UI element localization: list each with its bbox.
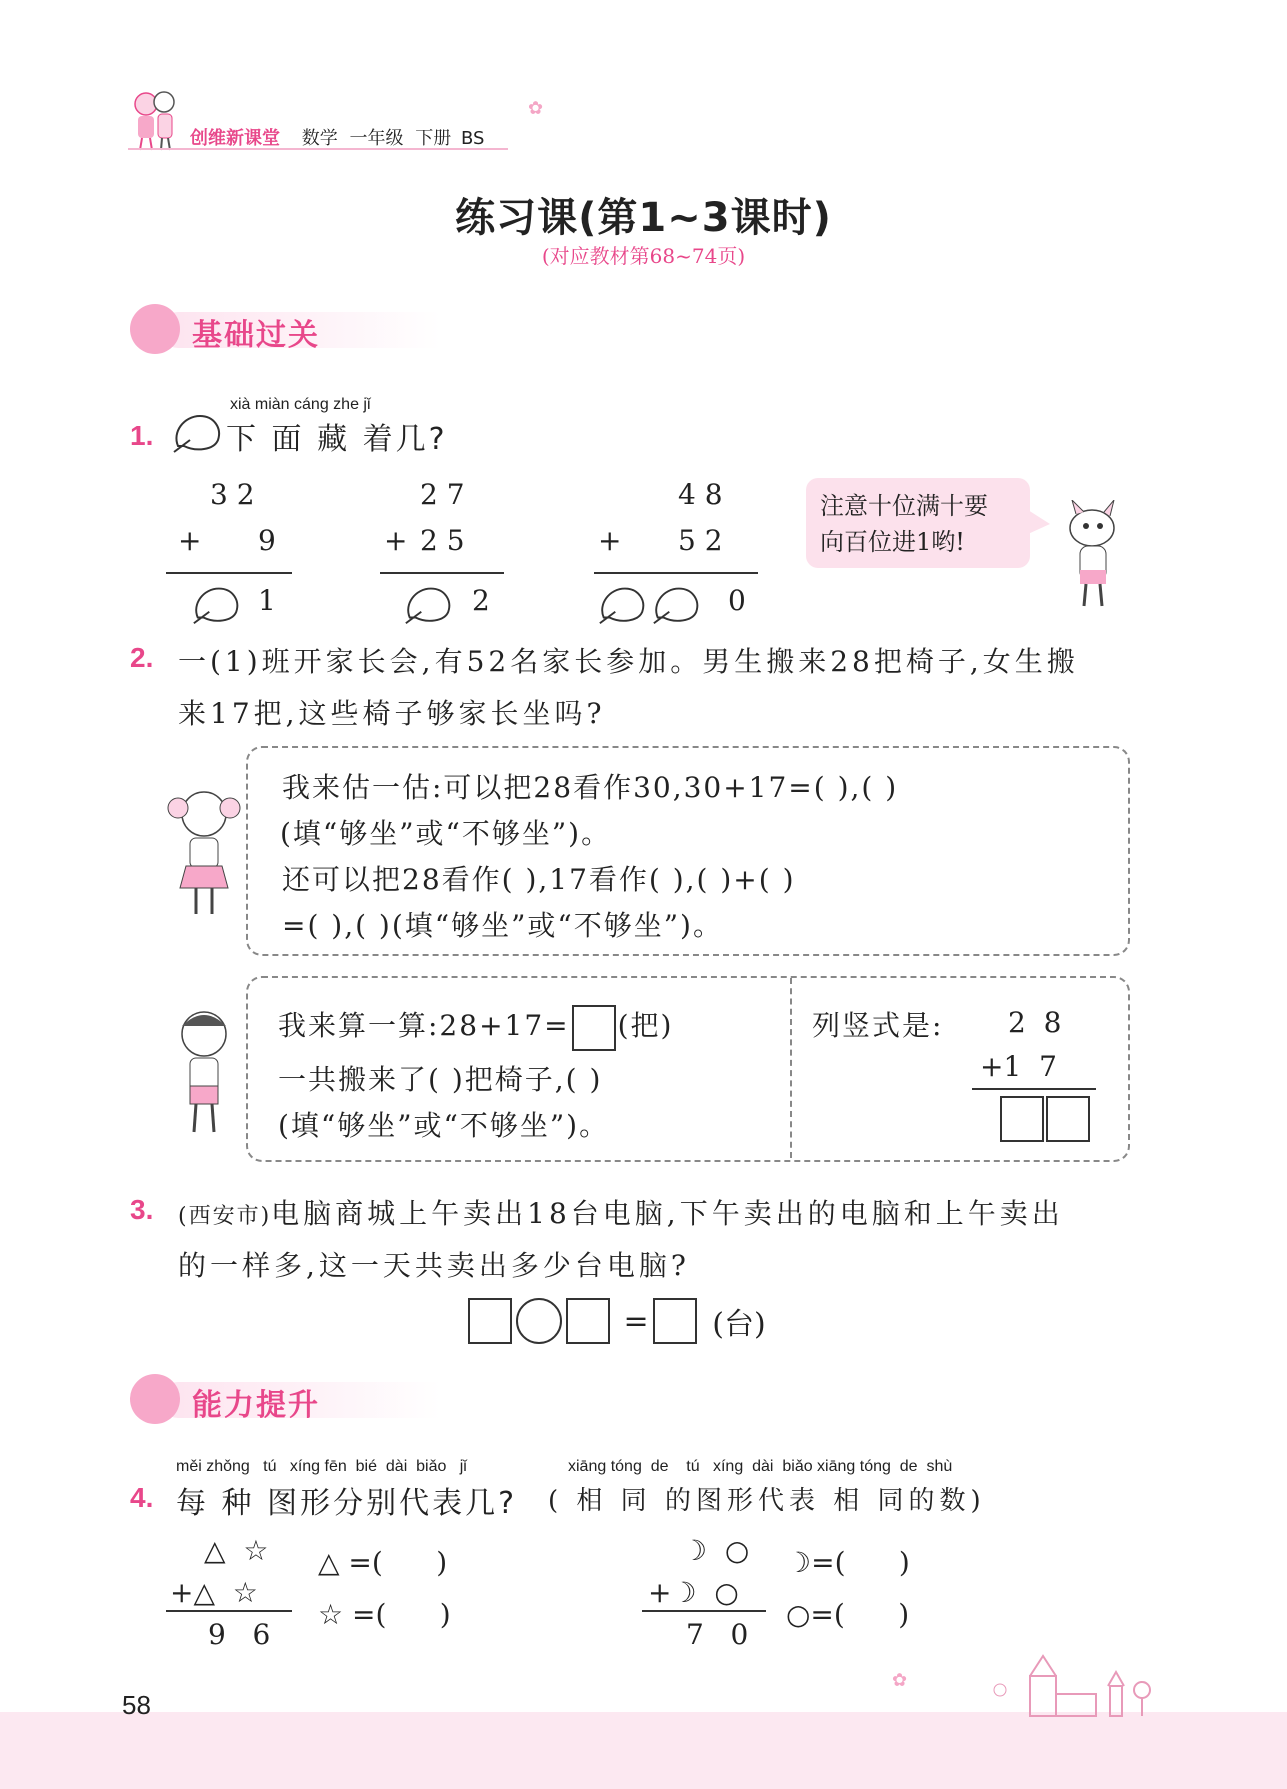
operator-circle[interactable] bbox=[516, 1298, 562, 1344]
header-subject: 数学 bbox=[301, 128, 338, 149]
section-title-advanced: 能力提升 bbox=[192, 1388, 320, 1423]
q4-right-result: 7 0 bbox=[686, 1618, 749, 1651]
q1-problem-1: 3 2 + 9 1 bbox=[166, 478, 296, 608]
q4-right-answer-1: ☽=( ) bbox=[786, 1546, 910, 1579]
answer-box[interactable] bbox=[566, 1298, 610, 1344]
q1-problem-2: 2 7 + 2 5 2 bbox=[380, 478, 510, 608]
q4-left-result: 9 6 bbox=[208, 1618, 271, 1651]
footer-band bbox=[0, 1712, 1287, 1789]
answer-box[interactable] bbox=[572, 1005, 616, 1051]
leaf-icon bbox=[596, 582, 650, 626]
tip-line-1: 注意十位满十要 bbox=[820, 492, 988, 520]
q3-equation: = (台) bbox=[468, 1298, 766, 1344]
q4-right-answer-2: ○=( ) bbox=[786, 1598, 910, 1631]
answer-box[interactable] bbox=[653, 1298, 697, 1344]
section-banner-advanced bbox=[130, 1378, 510, 1422]
calc-line-1: 我来算一算:28+17= (把) bbox=[278, 1004, 673, 1051]
q4-right-row-1: ☽ ○ bbox=[682, 1534, 750, 1567]
girl-mascot-icon bbox=[166, 784, 244, 922]
q1-text: 下 面 藏 着几? bbox=[226, 422, 448, 457]
q4-left-answer-1: △ =( ) bbox=[318, 1546, 448, 1579]
tip-bubble bbox=[806, 478, 1030, 568]
wolf-mascot-icon bbox=[1058, 500, 1128, 612]
header-brand: 创维新课堂 bbox=[190, 128, 280, 149]
leaf-icon bbox=[402, 582, 456, 626]
vertical-answer-boxes bbox=[1000, 1096, 1090, 1142]
answer-box[interactable] bbox=[1000, 1096, 1044, 1142]
page-number: 58 bbox=[122, 1690, 151, 1720]
question-number-2: 2. bbox=[130, 642, 154, 673]
section-banner-basic bbox=[130, 308, 510, 352]
header-volume: 下册 bbox=[415, 128, 452, 149]
flower-icon: ✿ bbox=[892, 1670, 908, 1691]
answer-box[interactable] bbox=[1046, 1096, 1090, 1142]
estimate-line-2: (填“够坐”或“不够坐”)。 bbox=[280, 817, 612, 850]
calc-line-3: (填“够坐”或“不够坐”)。 bbox=[278, 1109, 610, 1142]
vertical-form-top: 2 8 bbox=[1008, 1006, 1062, 1039]
q4-right-line bbox=[642, 1610, 766, 1612]
q4-left-row-1: △ ☆ bbox=[204, 1534, 269, 1567]
q4-left-line bbox=[166, 1610, 292, 1612]
header-edition: BS bbox=[460, 128, 485, 149]
q2-line-2: 来17把,这些椅子够家长坐吗? bbox=[178, 697, 606, 730]
estimate-line-4: =( ),( )(填“够坐”或“不够坐”)。 bbox=[282, 909, 723, 942]
q3-line-2: 的一样多,这一天共卖出多少台电脑? bbox=[178, 1249, 690, 1282]
tip-line-2: 向百位进1哟! bbox=[820, 528, 965, 556]
calc-line-2: 一共搬来了( )把椅子,( ) bbox=[278, 1063, 603, 1096]
section-mascot-icon bbox=[130, 304, 180, 354]
bubble-tail-icon bbox=[1028, 510, 1050, 536]
leaf-icon bbox=[170, 410, 226, 454]
answer-box[interactable] bbox=[468, 1298, 512, 1344]
leaf-icon bbox=[190, 582, 244, 626]
q2-line-1: 一(1)班开家长会,有52名家长参加。男生搬来28把椅子,女生搬 bbox=[178, 645, 1079, 678]
boy-mascot-icon bbox=[172, 1004, 240, 1140]
q4-text: 每 种 图形分别代表几? bbox=[176, 1486, 517, 1521]
q1-pinyin: xià miàn cáng zhe jǐ bbox=[230, 396, 371, 413]
leaf-icon bbox=[650, 582, 704, 626]
q4-left-row-2: +△ ☆ bbox=[170, 1576, 258, 1609]
q4-right-row-2: +☽ ○ bbox=[648, 1576, 739, 1609]
calc-divider bbox=[790, 978, 792, 1158]
vertical-form-label: 列竖式是: bbox=[812, 1009, 944, 1042]
vertical-form-bottom: +1 7 bbox=[980, 1050, 1057, 1083]
q3-line-1: (西安市)电脑商城上午卖出18台电脑,下午卖出的电脑和上午卖出 bbox=[178, 1197, 1064, 1230]
q4-pinyin-1: měi zhǒng tú xíng fēn bié dài biǎo jǐ bbox=[176, 1458, 467, 1475]
page-title: 练习课(第1~3课时) bbox=[455, 195, 832, 241]
header-grade: 一年级 bbox=[349, 128, 404, 149]
flower-icon: ✿ bbox=[528, 98, 544, 119]
q4-pinyin-2: xiāng tóng de tú xíng dài biǎo xiāng tóng de shù bbox=[568, 1458, 953, 1475]
vertical-form-line bbox=[972, 1088, 1096, 1090]
q4-text-2: ( 相 同 的图形代表 相 同的数) bbox=[548, 1486, 986, 1516]
estimate-line-3: 还可以把28看作( ),17看作( ),( )+( ) bbox=[282, 863, 796, 896]
q3-region: (西安市) bbox=[178, 1204, 272, 1229]
header-mascot bbox=[128, 88, 180, 152]
castle-decoration-icon bbox=[990, 1650, 1170, 1720]
q4-left-answer-2: ☆ =( ) bbox=[318, 1598, 451, 1631]
q1-problem-3: 4 8 + 5 2 0 bbox=[594, 478, 764, 608]
section-title-basic: 基础过关 bbox=[192, 318, 320, 353]
question-number-3: 3. bbox=[130, 1194, 154, 1225]
estimate-line-1: 我来估一估:可以把28看作30,30+17=( ),( ) bbox=[282, 771, 899, 804]
question-number-4: 4. bbox=[130, 1482, 154, 1513]
page-subtitle: (对应教材第68~74页) bbox=[541, 244, 746, 268]
section-mascot-icon bbox=[130, 1374, 180, 1424]
question-number-1: 1. bbox=[130, 420, 154, 451]
